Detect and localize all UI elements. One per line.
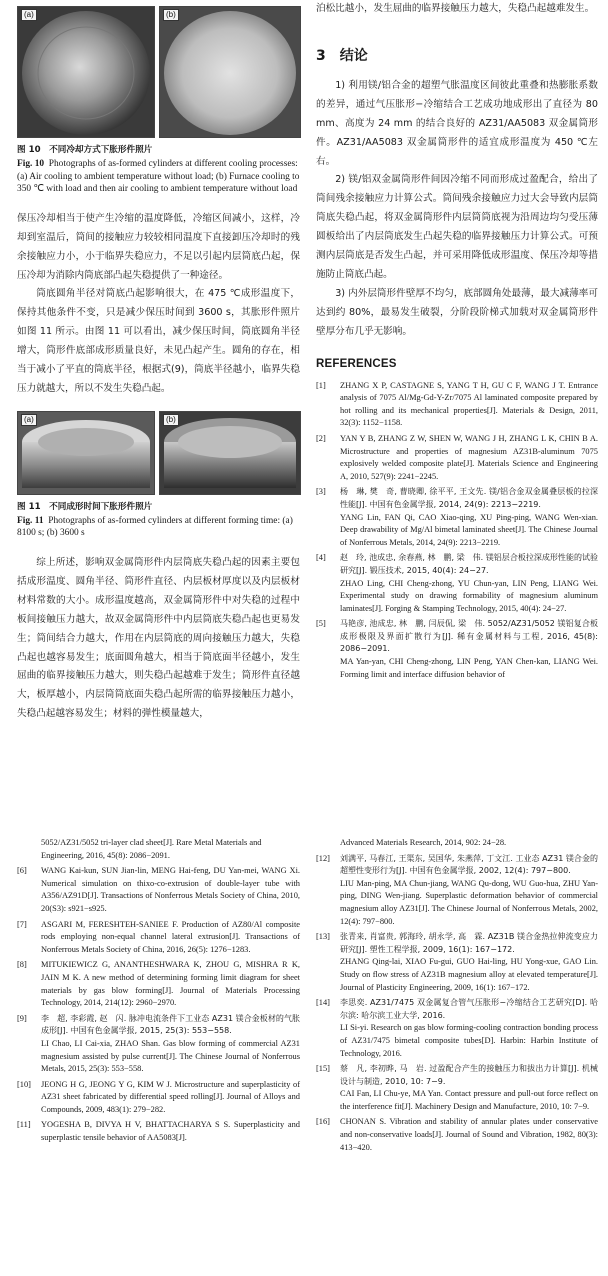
figure-10a-label: (a) [21,9,37,21]
reference-text-en: MITUKIEWICZ G, ANANTHESHWARA K, ZHOU G, MISHRA R K, JAIN M K. A new method of determining forming limit diagram for sheet materials by gas blow forming[J]. Journal of Materials Processing Technology, 2014, 214(12): 2960−2970. [41,960,300,1008]
reference-item [316,1116,598,1154]
reference-text [41,959,300,1009]
reference-item [17,959,300,1009]
reference-text-en: ZHANG X P, CASTAGNE S, YANG T H, GU C F, WANG J T. Entrance analysis of 7075 Al/Mg-Gd-Y-Zr/7075 Al laminated composite prepared by hot rolling and its mechanical properties[J]. Materials & Design, 2011, 32(3): 1152−1158. [340,380,598,428]
reference-number: [14] [316,998,330,1008]
reference-text [41,1079,300,1117]
reference-text [340,1116,598,1154]
figure-10-caption-prefix: Fig. 10 [17,159,45,169]
reference-text [41,919,300,957]
reference-text [41,865,300,915]
reference-text-cn: 杨 琳, 樊 奇, 曹晓卿, 徐平平, 王文先. 镁/铝合金双金属叠层板的拉深性能[J]. 中国有色金属学报, 2014, 24(9): 2213−2219. [340,487,598,509]
reference-text [340,1063,598,1113]
reference-number: [11] [17,1120,31,1130]
reference-text [340,380,598,430]
reference-item [17,1079,300,1117]
reference-number: [16] [316,1117,330,1127]
reference-text-en: CAI Fan, LI Chu-ye, MA Yan. Contact pressure and pull-out force reflect on the interference fit[J]. Machinery Design and Manufacture, 2010, 10: 7−9. [340,1089,598,1111]
reference-text [340,853,598,929]
reference-item [17,1013,300,1076]
reference-text [41,1013,300,1076]
figure-10-caption-en [17,158,300,196]
reference-text-en: ZHANG Qing-lai, XIAO Fu-gui, GUO Hai-ling, HU Yong-xue, GAO Lin. Study on flow stress of AZ31B magnesium alloy at elevated temperature[J]. Journal of Plasticity Engineering, 2009, 16(1): 167−172. [340,957,598,992]
reference-number: [1] [316,380,326,390]
reference-text-en: ZHAO Ling, CHI Cheng-zhong, YU Chun-yan, LIN Peng, LIANG Wei. Experimental study on drawing formability of magnesium aluminum laminates[J]. Forging & Stamping Technology, 2015, 40(4): 24−27. [340,578,598,613]
references-right-items [316,853,598,1155]
reference-text-en: CHONAN S. Vibration and stability of annular plates under conservative and non-conservative loads[J]. Journal of Sound and Vibration, 1982, 80(3): 413−420. [340,1117,598,1152]
figure-10b-cylinder-image [160,7,300,137]
references-list-right-bottom [316,837,598,1157]
figure-10a-photo [17,6,155,138]
reference-text-en: YAN Y B, ZHANG Z W, SHEN W, WANG J H, ZHANG L K, CHIN B A. Microstructure and properties of magnesium AZ31B-aluminum 7075 explosively welded composite plate[J]. Materials Science and Engineering A, 2010, 527(9): 2241−2245. [340,433,598,481]
figure-10-caption-text: Photographs of as-formed cylinders at different cooling processes: (a) Air cooling to ambient temperature without load; (b) Furnace cooling to 350 ℃ with load and then air cooling to ambient temperature without load [17,159,300,195]
reference-item [17,865,300,915]
reference-text [340,618,598,681]
reference-item [316,486,598,549]
reference-text-cn: 李 超, 李彩霞, 赵 闪. 脉冲电流条件下工业态 AZ31 镁合金板材的气胀成形[J]. 中国有色金属学报, 2015, 25(3): 553−558. [41,1013,300,1036]
left-paragraph-1: 保压冷却相当于使产生冷缩的温度降低，冷缩区间减小，这样，冷却到室温后，筒间的接触应力较较相同温度下直接卸压冷却时的残余接触应力小，小于临界失稳应力，不足以引起内层筒底凸起，保压冷却为消除内筒底部凸起失稳提供了一种途径。 [17,212,300,281]
reference-item [17,919,300,957]
reference-text-en: WANG Kai-kun, SUN Jian-lin, MENG Hai-feng, DU Yan-mei, WANG Xi. Numerical simulation on thixo-co-extrusion of double-layer tube with A356/AZ91D[J]. Transactions of Nonferrous Metals Society of China, 2010, 20(S3): s921−s925. [41,866,300,913]
reference-number: [10] [17,1079,31,1089]
reference-item [316,618,598,681]
reference-text-cn: 马艳彦, 池成忠, 林 鹏, 闫辰侃, 梁 伟. 5052/AZ31/5052 镁铝复合板成形极限及界面扩散行为[J]. 稀有金属材料与工程, 2016, 45(8): 2086−2091. [340,619,598,654]
figure-11-caption-en [17,515,300,540]
figure-11b-photo [159,411,301,495]
reference-text [340,997,598,1060]
left-column [17,6,300,724]
conclusion-1: 1) 利用镁/铝合金的超塑气胀温度区间彼此重叠和热膨胀系数的差异，通过气压胀形−冷缩结合工艺成功地成形出了直径为 80 mm、高度为 24 mm 的结合良好的 AZ31/AA5083 双金属筒形件。AZ31/AA5083 双金属筒形件的适宜成形温度为 450 ℃左右。 [316,79,598,167]
reference-item [316,380,598,430]
figure-11a-photo [17,411,155,495]
reference-text [340,552,598,615]
section-title-conclusions: 3 结论 [316,47,368,64]
reference-text-en: MA Yan-yan, CHI Cheng-zhong, LIN Peng, YAN Chen-kan, LIANG Wei. Forming limit and interface diffusion behavior of [340,657,598,679]
reference-item [316,997,598,1060]
reference-item [316,1063,598,1113]
conclusion-3: 3) 内外层筒形件壁厚不均匀，底部圆角处最薄，最大减薄率可达到约 80%，最易发生破裂，分阶段阶梯式加载对双金属筒形件壁厚分布几乎无影响。 [316,287,598,337]
reference-item [17,1119,300,1144]
figure-11b-cylinder-image [160,412,300,494]
reference-text [340,931,598,994]
references-list-left-bottom [17,837,300,1148]
reference-text-en: YANG Lin, FAN Qi, CAO Xiao-qing, XU Ping-ping, WANG Wen-xian. Deep drawability of Mg/Al bimetal laminated sheet[J]. The Chinese Journal of Nonferrous Metals, 2014, 24(9): 2213−2219. [340,512,598,547]
figure-11a-label: (a) [21,414,37,426]
references-list-right-top [316,380,598,682]
reference-text-cn: 赵 玲, 池成忠, 余春燕, 林 鹏, 梁 伟. 镁铝层合板拉深成形性能的试验研究[J]. 锻压技术, 2015, 40(4): 24−27. [340,553,598,575]
reference-text-cn: 刘满平, 马春江, 王渠东, 吴国华, 朱燕萍, 丁文江. 工业态 AZ31 镁合金的超塑性变形行为[J]. 中国有色金属学报, 2002, 12(4): 797−800. [340,853,598,876]
figure-11-caption-text: Photographs of as-formed cylinders at different forming time: (a) 8100 s; (b) 3600 s [17,515,293,539]
figure-10a-cylinder-image [18,7,154,137]
reference-item [316,433,598,483]
figure-11b-label: (b) [163,414,179,426]
reference-number: [5] [316,619,326,629]
reference-text-cn: 张青来, 肖富贵, 郭海玲, 胡永学, 高 霖. AZ31B 镁合金热拉伸流变应力研究[J]. 塑性工程学报, 2009, 16(1): 167−172. [340,932,598,954]
reference-number: [6] [17,866,27,876]
figure-11a-cylinder-image [18,412,154,494]
figure-10b-photo [159,6,301,138]
reference-number: [3] [316,487,326,497]
reference-number: [12] [316,853,330,863]
reference-item [316,552,598,615]
reference-text-en: ASGARI M, FERESHTEH-SANIEE F. Production of AZ80/Al composite rods employing non-equal channel lateral extrusion[J]. Transactions of Nonferrous Metals Society of China, 2016, 26(5): 1276−1283. [41,919,300,954]
reference-text [340,486,598,549]
reference-item [316,853,598,929]
references-left-items [17,865,300,1144]
reference-number: [13] [316,932,330,942]
figure-11 [17,411,300,495]
figure-10 [17,6,300,138]
reference-text-en: LI Chao, LI Cai-xia, ZHAO Shan. Gas blow forming of commercial AZ31 magnesium assisted by pulse current[J]. The Chinese Journal of Nonferrous Metals, 2015, 25(3): 553−558. [41,1038,300,1074]
reference-text [340,433,598,483]
reference-number: [4] [316,553,326,563]
right-column [316,0,598,684]
reference-text [41,1119,300,1144]
figure-10-caption-cn: 图 10 不同冷却方式下胀形件照片 [17,145,153,155]
reference-number: [15] [316,1064,330,1074]
conclusion-2: 2) 镁/铝双金属筒形件间因冷缩不同而形成过盈配合，给出了筒间残余接触应力计算公式。筒间残余接触应力过大会导致内层筒筒底失稳凸起，将双金属筒形件内层筒筒底视为沿周边均匀受压薄圆板给出了内层筒底发生凸起失稳的临界接触压力计算公式。可预测内层筒底是否发生凸起，并可采用降低成形温度、保压冷却等措施防止筒底凸起。 [316,174,598,280]
reference-text-cn: 蔡 凡, 李初晔, 马 岩. 过盈配合产生的接触压力和拔出力计算[J]. 机械设计与制造, 2010, 10: 7−9. [340,1064,598,1086]
figure-11-caption-cn: 图 11 不同成形时间下胀形件照片 [17,501,153,512]
reference-number: [7] [17,919,27,929]
left-paragraph-3: 综上所述，影响双金属筒形件内层筒底失稳凸起的因素主要包括成形温度、圆角半径、筒形件直径、内层板材厚度以及内层板材材料常数的大小。成形温度越高，双金属筒形件中对失稳的过程中板间接触压力越大，故双金属筒形件中内层筒底失稳凸起也更易发生；筒间结合力越大，作用在内层筒底的周向接触压力越大，失稳凸起也越容易发生；底面圆角越大，相当于筒底面半径越小，发生屈曲的临界接触压力越大，则失稳凸起越难于发生；筒形件直径越大，板厚越小，内层筒筒底面失稳凸起所需的临界接触压力越小，失稳凸起越容易发生；材料的弹性模量越大， [17,557,300,720]
reference-text-en: LI Si-yi. Research on gas blow forming-cooling contraction bonding process of AZ31/7475 bimetal composite tubes[D]. Harbin: Harbin Institute of Technology, 2016. [340,1023,598,1058]
right-continuation-text: 泊松比越小，发生屈曲的临界接触压力越大，失稳凸起越难发生。 [316,3,595,14]
reference-text-cn: 李思奕. AZ31/7475 双金属复合管气压胀形−冷缩结合工艺研究[D]. 哈尔滨: 哈尔滨工业大学, 2016. [340,998,598,1020]
references-heading: REFERENCES [316,357,397,370]
reference-number: [8] [17,960,27,970]
reference-number: [2] [316,433,326,443]
reference-11-continuation: Advanced Materials Research, 2014, 902: 24−28. [340,838,507,847]
figure-10b-label: (b) [163,9,179,21]
left-paragraph-2: 筒底圆角半径对筒底凸起影响很大，在 475 ℃成形温度下，保持其他条件不变，只是减少保压时间到 3600 s，其胀形件照片如图 11 所示。由图 11 可以看出，减少保压时间，筒底圆角半径增大，筒形件底部成形质量良好，未见凸起产生。圆角的存在，相当于减小了平直的筒底半径，根据式(9)，筒底半径越小，临界失稳压力就越大，所以不发生失稳凸起。 [17,288,300,394]
reference-text-en: LIU Man-ping, MA Chun-jiang, WANG Qu-dong, WU Guo-hua, ZHU Yan-ping, DING Wen-jiang. Superplastic deformation behavior of commercial magnesium alloy AZ31[J]. The Chinese Journal of Nonferrous Metals, 2002, 12(4): 797−800. [340,878,598,926]
reference-text-en: JEONG H G, JEONG Y G, KIM W J. Microstructure and superplasticity of AZ31 sheet fabricated by differential speed rolling[J]. Journal of Alloys and Compounds, 2009, 483(1): 279−282. [41,1079,300,1114]
reference-text-en: YOGESHA B, DIVYA H V, BHATTACHARYA S S. Superplasticity and superplastic tensile behavior of AA5083[J]. [41,1120,300,1143]
reference-item [316,931,598,994]
reference-number: [9] [17,1013,27,1023]
reference-5-continuation: 5052/AZ31/5052 tri-layer clad sheet[J]. Rare Metal Materials and Engineering, 2016, 45(8): 2086−2091. [41,838,262,860]
figure-11-caption-prefix: Fig. 11 [17,515,44,526]
